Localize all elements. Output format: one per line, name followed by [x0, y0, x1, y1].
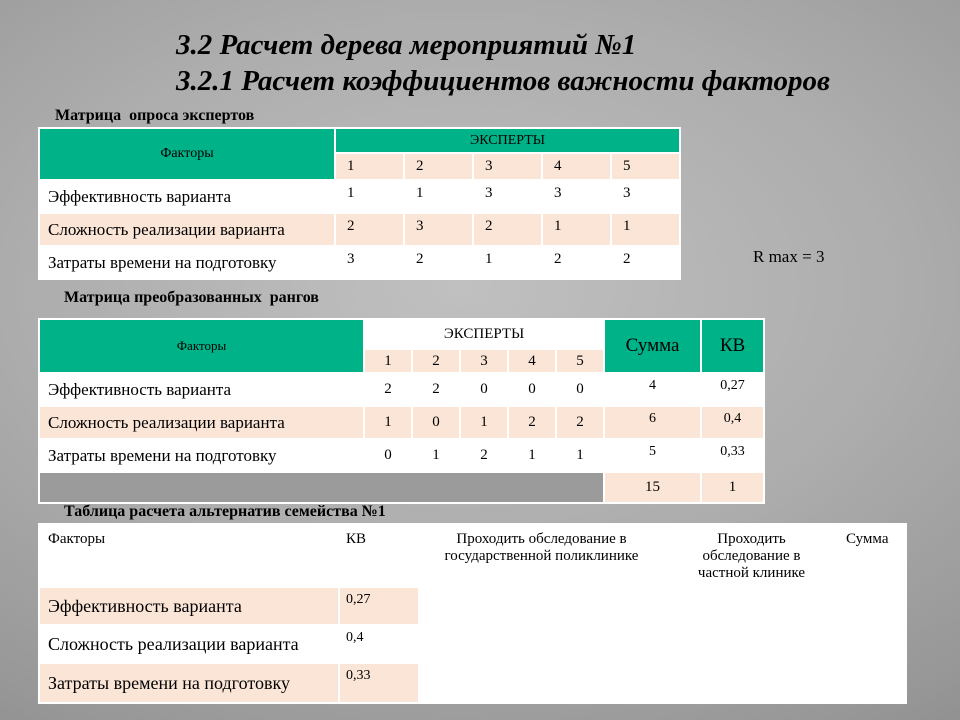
table1-value-cell: 3: [404, 213, 473, 246]
table-row: [39, 439, 764, 472]
table1-expert-number: 5: [611, 153, 680, 180]
table3-kv-cell: 0,33: [339, 663, 419, 703]
table3-factor-cell: Сложность реализации варианта: [39, 625, 339, 663]
table2-value-cell: 2: [556, 406, 604, 439]
table3-factors-header: Факторы: [39, 524, 339, 587]
table2-factor-cell: Сложность реализации варианта: [39, 406, 364, 439]
table3-factor-cell: Эффективность варианта: [39, 587, 339, 625]
table2-factor-cell: Затраты времени на подготовку: [39, 439, 364, 472]
table3-sum-value-cell: [839, 663, 906, 703]
table1-value-cell: 1: [404, 180, 473, 213]
table2-factor-cell: Эффективность варианта: [39, 373, 364, 406]
table2-expert-number: 1: [364, 349, 412, 373]
table-row: [39, 319, 764, 349]
table2-kv-cell: 0,4: [701, 406, 764, 439]
table1-factor-cell: Затраты времени на подготовку: [39, 246, 335, 279]
table3-alt1-value-cell: [419, 625, 664, 663]
table2-sum-cell: 5: [604, 439, 701, 472]
table1-expert-number: 1: [335, 153, 404, 180]
table2-expert-number: 2: [412, 349, 460, 373]
table3-alt1-value-cell: [419, 587, 664, 625]
table1-value-cell: 1: [542, 213, 611, 246]
table2-kv-cell: 0,27: [701, 373, 764, 406]
table1-experts-header: ЭКСПЕРТЫ: [335, 128, 680, 153]
table2-value-cell: 2: [412, 373, 460, 406]
table-row: [39, 472, 764, 503]
table-row: [39, 625, 906, 663]
table2-value-cell: 0: [364, 439, 412, 472]
table2-value-cell: 1: [364, 406, 412, 439]
table3-sum-value-cell: [839, 587, 906, 625]
transformed-ranks-table: [38, 318, 765, 504]
table1-value-cell: 2: [473, 213, 542, 246]
alternatives-table: [38, 523, 907, 704]
table2-sum-header: Сумма: [604, 319, 701, 373]
table1-value-cell: 1: [335, 180, 404, 213]
table3-sum-value-cell: [839, 625, 906, 663]
table2-empty-gray-cell: [39, 472, 604, 503]
table3-alt2-header: Проходить обследование в частной клинике: [664, 524, 839, 587]
table1-value-cell: 2: [404, 246, 473, 279]
table2-sum-cell: 4: [604, 373, 701, 406]
table3-caption: Таблица расчета альтернатив семейства №1: [64, 503, 386, 520]
table1-value-cell: 2: [611, 246, 680, 279]
table1-value-cell: 1: [473, 246, 542, 279]
table3-sum-header: Сумма: [839, 524, 906, 587]
table2-expert-number: 3: [460, 349, 508, 373]
table1-value-cell: 3: [611, 180, 680, 213]
table2-sum-cell: 6: [604, 406, 701, 439]
table1-value-cell: 2: [335, 213, 404, 246]
table-row: [39, 128, 680, 153]
table2-value-cell: 1: [460, 406, 508, 439]
table3-alt2-value-cell: [664, 625, 839, 663]
table3-alt1-value-cell: [419, 663, 664, 703]
table2-value-cell: 0: [412, 406, 460, 439]
table1-expert-number: 2: [404, 153, 473, 180]
table2-caption: Матрица преобразованных рангов: [64, 289, 319, 306]
table2-value-cell: 2: [508, 406, 556, 439]
table-row: [39, 587, 906, 625]
table-row: [39, 524, 906, 587]
table2-value-cell: 0: [556, 373, 604, 406]
table1-caption: Матрица опроса экспертов: [55, 107, 255, 124]
table3-kv-cell: 0,27: [339, 587, 419, 625]
table2-value-cell: 2: [460, 439, 508, 472]
table1-factors-header: Факторы: [39, 128, 335, 180]
table2-expert-number: 4: [508, 349, 556, 373]
table1-factor-cell: Сложность реализации варианта: [39, 213, 335, 246]
title-line-2: 3.2.1 Расчет коэффициентов важности факторов: [176, 65, 830, 97]
table2-value-cell: 1: [556, 439, 604, 472]
table3-kv-cell: 0,4: [339, 625, 419, 663]
table1-value-cell: 3: [473, 180, 542, 213]
table2-kv-cell: 0,33: [701, 439, 764, 472]
table2-total-kv-cell: 1: [701, 472, 764, 503]
table3-alt2-value-cell: [664, 587, 839, 625]
table-row: [39, 406, 764, 439]
table2-value-cell: 0: [508, 373, 556, 406]
table2-value-cell: 2: [364, 373, 412, 406]
slide-title: [176, 27, 830, 99]
table3-kv-header: КВ: [339, 524, 419, 587]
table3-factor-cell: Затраты времени на подготовку: [39, 663, 339, 703]
table2-value-cell: 1: [508, 439, 556, 472]
table1-expert-number: 3: [473, 153, 542, 180]
table-row: [39, 373, 764, 406]
table-row: [39, 663, 906, 703]
table1-value-cell: 2: [542, 246, 611, 279]
table3-alt2-value-cell: [664, 663, 839, 703]
table1-factor-cell: Эффективность варианта: [39, 180, 335, 213]
expert-survey-table: [38, 127, 681, 280]
table1-value-cell: 1: [611, 213, 680, 246]
rmax-note: R max = 3: [753, 247, 825, 266]
table2-expert-number: 5: [556, 349, 604, 373]
table-row: [39, 246, 680, 279]
table2-value-cell: 0: [460, 373, 508, 406]
table2-total-sum-cell: 15: [604, 472, 701, 503]
table-row: [39, 213, 680, 246]
table2-value-cell: 1: [412, 439, 460, 472]
table1-value-cell: 3: [335, 246, 404, 279]
table2-kv-header: КВ: [701, 319, 764, 373]
table2-experts-header: ЭКСПЕРТЫ: [364, 319, 604, 349]
title-line-1: 3.2 Расчет дерева мероприятий №1: [176, 29, 637, 61]
table1-expert-number: 4: [542, 153, 611, 180]
table3-alt1-header: Проходить обследование в государственной поликлинике: [419, 524, 664, 587]
table1-value-cell: 3: [542, 180, 611, 213]
table2-factors-header: Факторы: [39, 319, 364, 373]
table-row: [39, 180, 680, 213]
